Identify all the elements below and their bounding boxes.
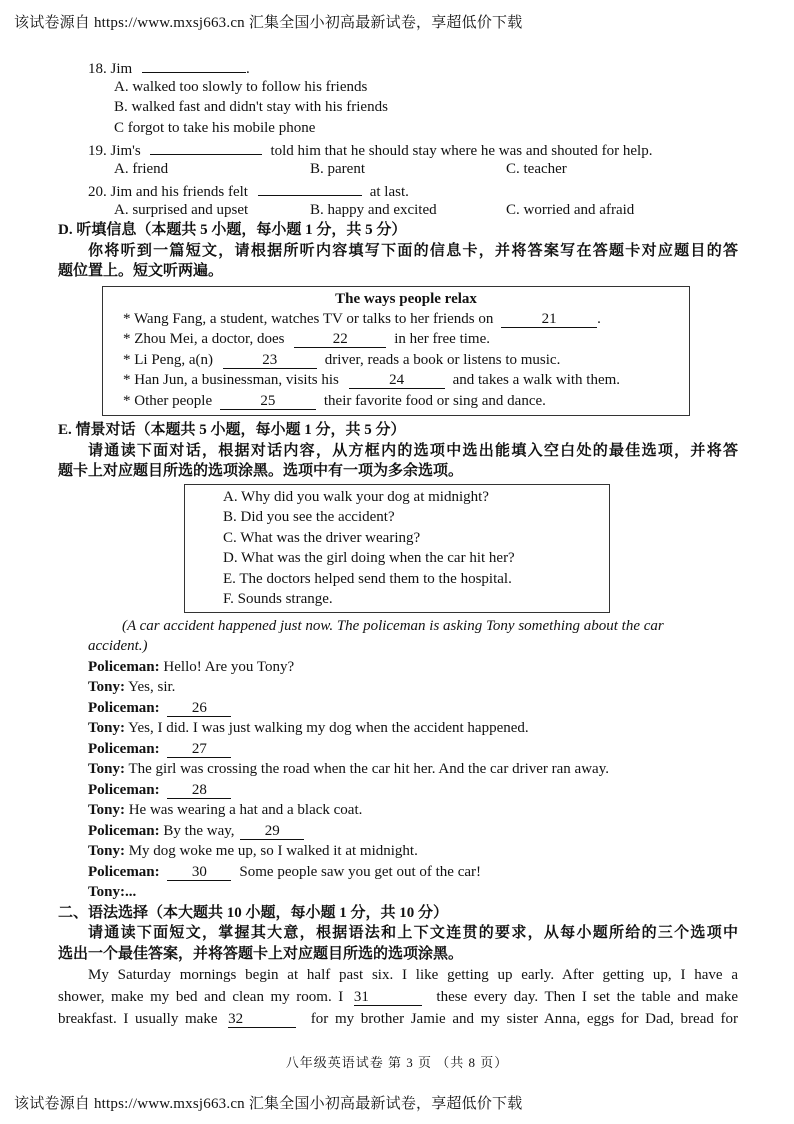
info-text: in her free time. [394, 331, 490, 347]
passage-text: these every day. Then I set the table and make [436, 989, 738, 1005]
dialogue-line [58, 841, 738, 862]
speaker-policeman: Policeman: [88, 740, 160, 757]
answer-blank-25[interactable]: 25 [220, 393, 316, 410]
question-19-options [58, 159, 738, 180]
question-stem: 19. Jim's [88, 143, 141, 159]
info-text: * Wang Fang, a student, watches TV or talks to her friends on [123, 310, 494, 327]
info-text: * Han Jun, a businessman, visits his [123, 372, 339, 388]
dialogue-text: My dog woke me up, so I walked it at midnight. [128, 843, 418, 859]
question-stem: 20. Jim and his friends felt [88, 184, 248, 200]
speaker-tony: Tony: [88, 720, 125, 736]
option-c: C. teacher [506, 160, 567, 177]
option-c: C forgot to take his mobile phone [114, 119, 316, 136]
passage-line-2 [58, 986, 738, 1008]
passage-text: shower, make my bed and clean my room. I [58, 989, 344, 1005]
answer-blank[interactable] [150, 138, 262, 155]
speaker-tony: Tony: [88, 679, 125, 695]
question-text: at last. [369, 184, 409, 200]
info-text: driver, reads a book or listens to music. [324, 351, 561, 368]
info-row-25 [123, 391, 689, 412]
section-e-instruction-cont: 题卡上对应题目所选的选项涂黑。选项中有一项为多余选项。 [58, 463, 464, 479]
option-b: B. happy and excited [310, 201, 437, 218]
dialogue-text: Yes, I did. I was just walking my dog when the accident happened. [128, 720, 529, 736]
question-punct: . [245, 61, 250, 77]
option-b: B. parent [310, 160, 365, 177]
question-text: told him that he should stay where he was and shouted for help. [270, 143, 653, 159]
dialogue-text: Hello! Are you Tony? [163, 658, 295, 675]
dialogue-line-end: Tony:... [88, 884, 137, 900]
section-two-instruction: 请通读下面短文，掌握其大意，根据语法和上下文连贯的要求，从每小题所给的三个选项中 [88, 925, 738, 941]
speaker-policeman: Policeman: [88, 822, 160, 839]
answer-blank-31[interactable]: 31 [354, 989, 422, 1006]
choice-e: E. The doctors helped send them to the hospital. [223, 570, 512, 587]
choice-b: B. Did you see the accident? [223, 509, 395, 525]
speaker-policeman: Policeman: [88, 658, 160, 675]
answer-blank-28[interactable]: 28 [167, 782, 231, 799]
question-20 [58, 179, 738, 200]
dialogue-text: By the way, [163, 822, 235, 839]
dialogue-line [58, 780, 738, 801]
info-card [102, 286, 690, 417]
choice-d: D. What was the girl doing when the car hit her? [223, 550, 515, 566]
source-banner-bottom: 该试卷源自 https://www.mxsj663.cn 汇集全国小初高最新试卷，享超低价下载 [14, 1096, 523, 1112]
choice-c: C. What was the driver wearing? [223, 529, 421, 546]
info-text: * Zhou Mei, a doctor, does [123, 331, 285, 347]
answer-blank-26[interactable]: 26 [167, 700, 231, 717]
dialogue-line [58, 739, 738, 760]
dialogue-line [58, 657, 738, 678]
section-two-instruction-cont: 选出一个最佳答案，并将答题卡上对应题目所选的选项涂黑。 [58, 945, 464, 962]
choice-f: F. Sounds strange. [223, 591, 333, 607]
question-stem: 18. Jim [88, 61, 133, 77]
source-banner-top: 该试卷源自 https://www.mxsj663.cn 汇集全国小初高最新试卷，享超低价下载 [14, 15, 523, 31]
info-punct: . [597, 310, 601, 327]
dialogue-line [58, 862, 738, 883]
section-two-heading: 二、语法选择（本大题共 10 小题，每小题 1 分，共 10 分） [58, 904, 449, 921]
info-row-22 [123, 329, 689, 350]
question-20-options [58, 200, 738, 221]
dialogue-context-cont: accident.) [88, 638, 148, 654]
answer-blank-22[interactable]: 22 [294, 331, 386, 348]
answer-blank-30[interactable]: 30 [167, 864, 231, 881]
dialogue-line [58, 677, 738, 698]
info-row-21 [123, 309, 689, 330]
speaker-policeman: Policeman: [88, 781, 160, 798]
answer-blank-27[interactable]: 27 [167, 741, 231, 758]
answer-blank-24[interactable]: 24 [349, 372, 445, 389]
passage-line-1: My Saturday mornings begin at half past six. I like getting up early. After getting up, I have a [88, 967, 738, 983]
question-18 [58, 56, 738, 77]
section-e-instruction: 请通读下面对话，根据对话内容，从方框内的选项中选出能填入空白处的最佳选项，并将答 [88, 442, 738, 459]
passage-text: for my brother Jamie and my sister Anna, eggs for Dad, bread for [310, 1011, 739, 1027]
options-box [184, 484, 610, 613]
info-text: and takes a walk with them. [452, 372, 621, 388]
passage-text: breakfast. I usually make [58, 1011, 218, 1027]
dialogue-text: Some people saw you get out of the car! [239, 863, 482, 880]
option-c: C. worried and afraid [506, 201, 635, 218]
passage-line-3 [58, 1008, 738, 1030]
info-text: * Other people [123, 392, 213, 409]
dialogue-line [58, 821, 738, 842]
section-d-heading: D. 听填信息（本题共 5 小题，每小题 1 分，共 5 分） [58, 222, 407, 238]
section-d-instruction-cont: 题位置上。短文听两遍。 [58, 263, 224, 279]
speaker-tony: Tony: [88, 761, 125, 777]
answer-blank-32[interactable]: 32 [228, 1011, 296, 1028]
speaker-policeman: Policeman: [88, 699, 160, 716]
section-e-heading: E. 情景对话（本题共 5 小题，每小题 1 分，共 5 分） [58, 422, 406, 438]
info-card-title: The ways people relax [335, 290, 477, 307]
option-b: B. walked fast and didn't stay with his friends [114, 99, 388, 115]
choice-a: A. Why did you walk your dog at midnight? [223, 488, 489, 505]
question-19 [58, 138, 738, 159]
option-a: A. surprised and upset [114, 201, 249, 218]
info-row-24 [123, 370, 689, 391]
speaker-policeman: Policeman: [88, 863, 160, 880]
dialogue-line [58, 800, 738, 821]
dialogue-line [58, 698, 738, 719]
info-row-23 [123, 350, 689, 371]
dialogue-text: He was wearing a hat and a black coat. [128, 802, 363, 818]
dialogue-context: (A car accident happened just now. The policeman is asking Tony something about the car [122, 617, 664, 634]
answer-blank-21[interactable]: 21 [501, 311, 597, 328]
info-text: * Li Peng, a(n) [123, 351, 213, 368]
option-a: A. walked too slowly to follow his friends [114, 78, 368, 95]
speaker-tony: Tony: [88, 843, 125, 859]
page-footer: 八年级英语试卷 第 3 页 （共 8 页） [285, 1055, 509, 1070]
dialogue-line [58, 759, 738, 780]
info-text: their favorite food or sing and dance. [323, 392, 546, 409]
answer-blank[interactable] [258, 179, 362, 196]
exam-page-content [58, 56, 738, 1030]
dialogue-text: Yes, sir. [128, 679, 176, 695]
speaker-tony: Tony: [88, 802, 125, 818]
dialogue-text: The girl was crossing the road when the car hit her. And the car driver ran away. [128, 761, 609, 777]
answer-blank-29[interactable]: 29 [240, 823, 304, 840]
option-a: A. friend [114, 160, 169, 177]
answer-blank-23[interactable]: 23 [223, 352, 317, 369]
section-d-instruction: 你将听到一篇短文，请根据所听内容填写下面的信息卡，并将答案写在答题卡对应题目的答 [88, 242, 738, 259]
dialogue-line [58, 718, 738, 739]
answer-blank[interactable] [142, 56, 246, 73]
